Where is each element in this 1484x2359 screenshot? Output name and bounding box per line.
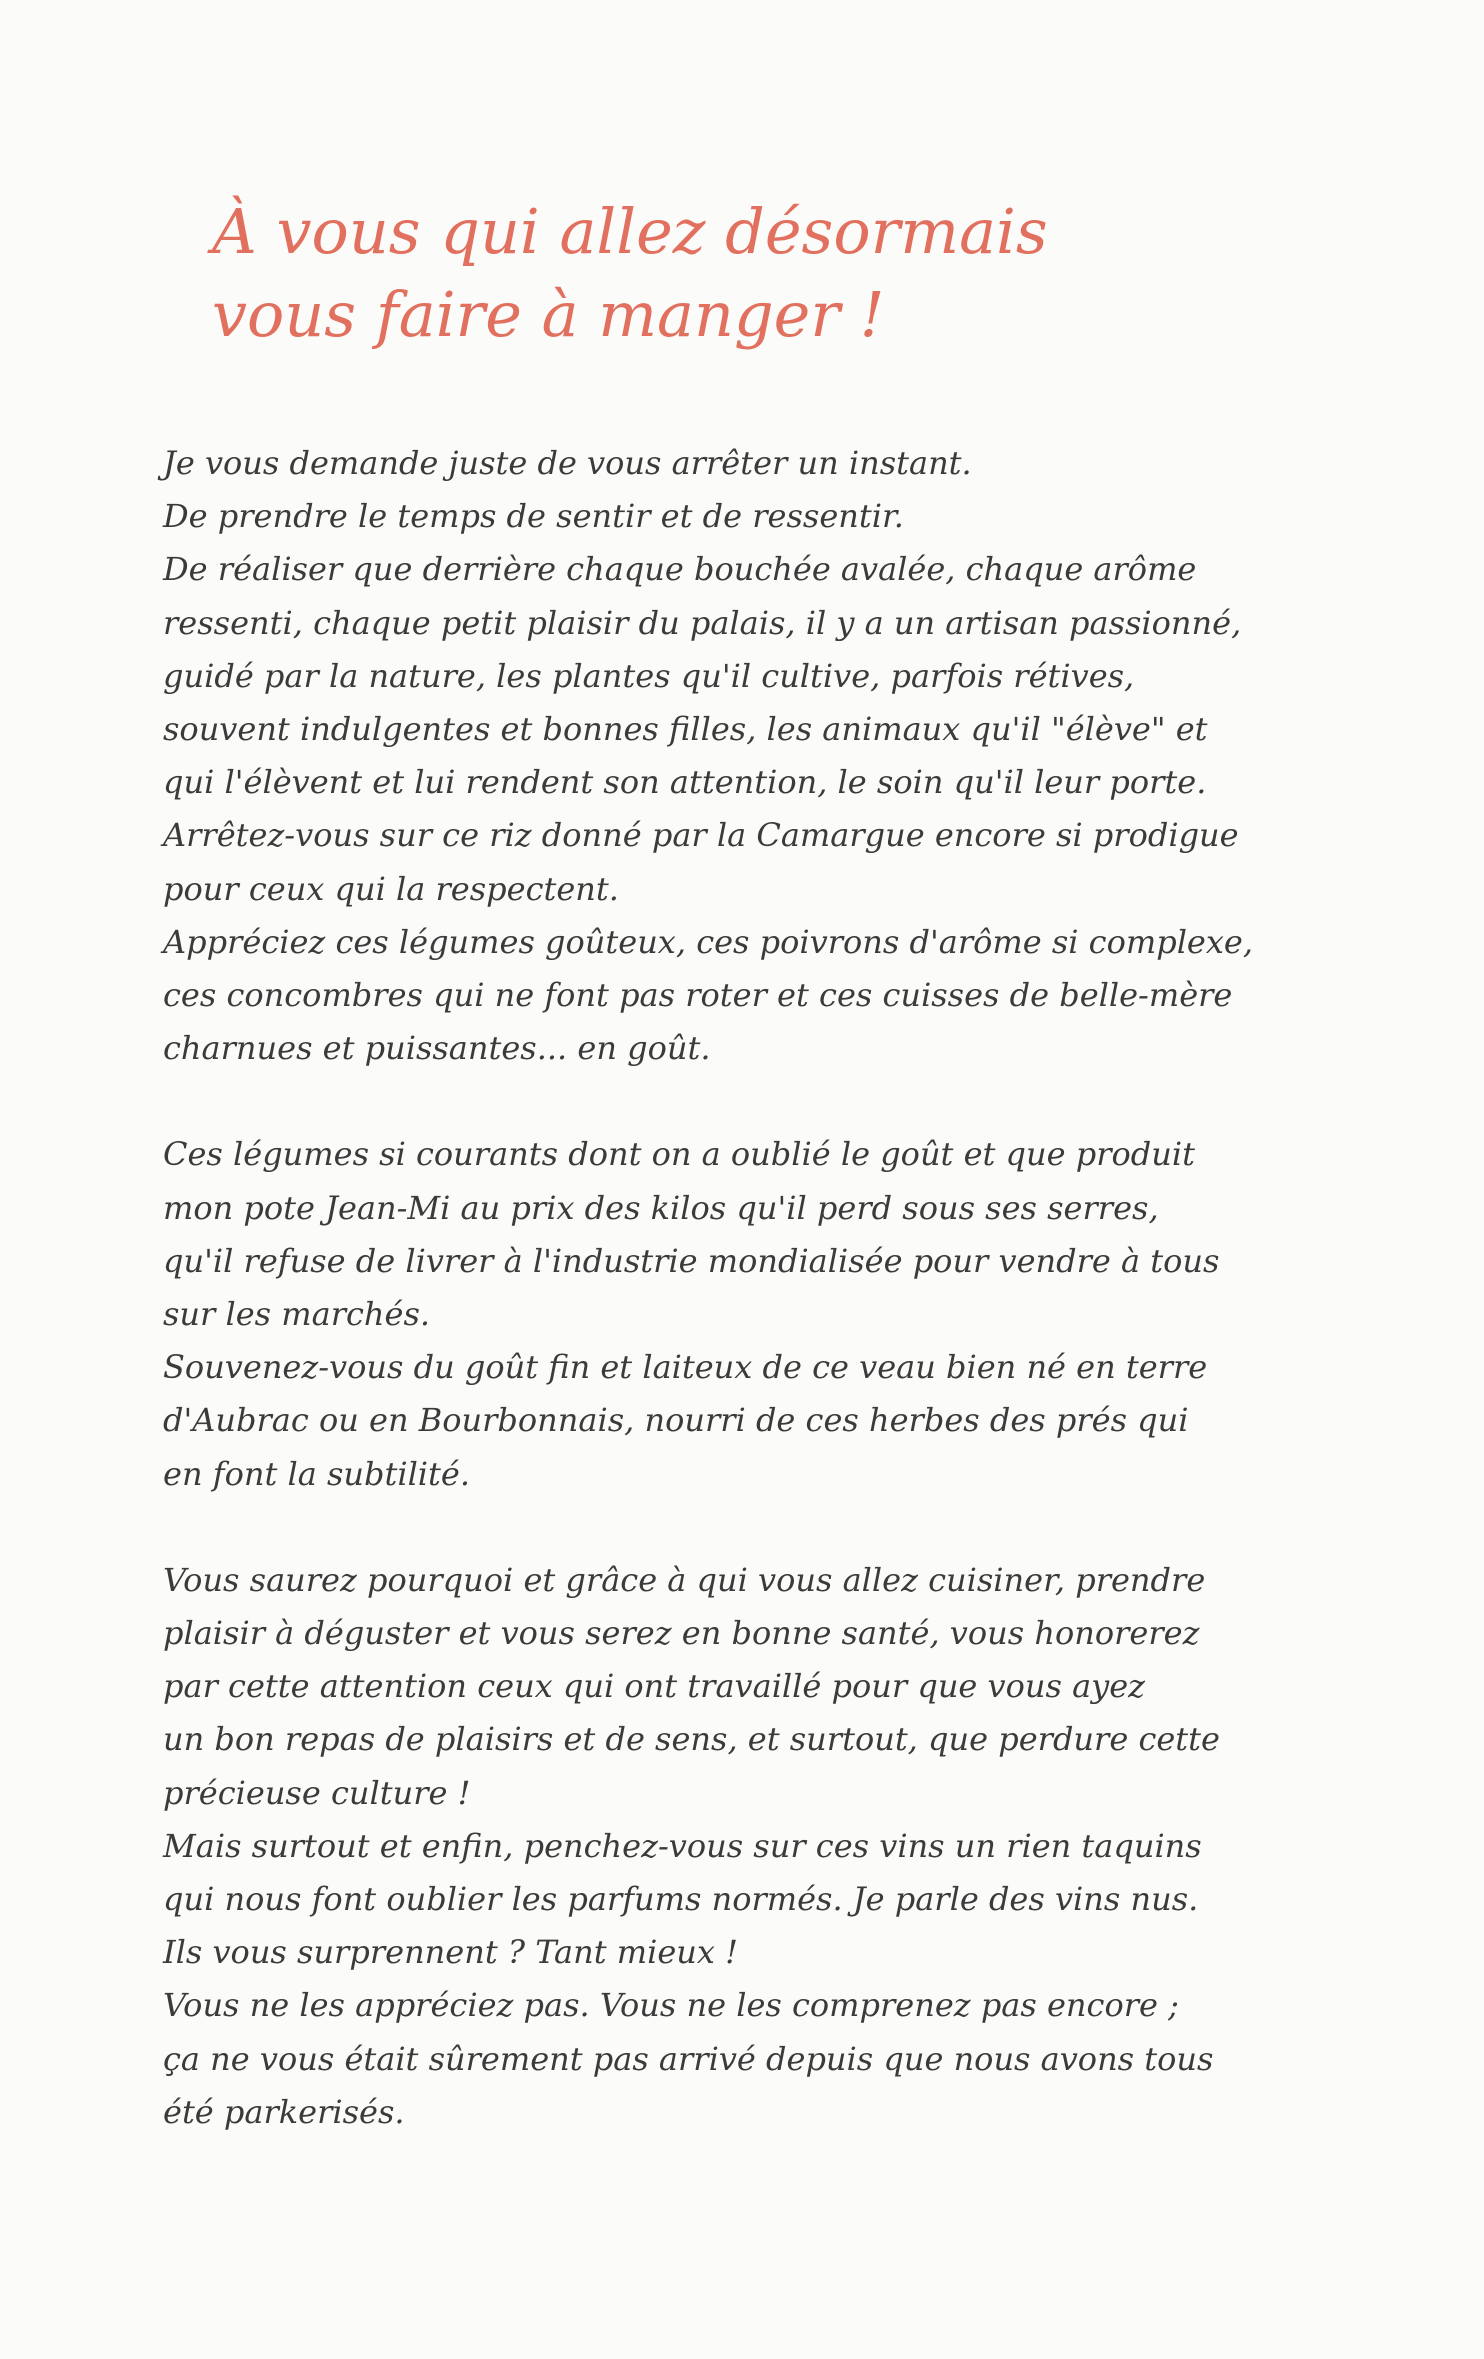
text-line: Appréciez ces légumes goûteux, ces poivrons d'arôme si complexe, (163, 922, 1254, 961)
text-line: Ces légumes si courants dont on a oublié le goût et que produit (163, 1135, 1195, 1174)
text-line: plaisir à déguster et vous serez en bonne santé, vous honorerez (163, 1614, 1200, 1653)
text-line: Mais surtout et enfin, penchez-vous sur ces vins un rien taquins (163, 1826, 1202, 1865)
text-line: charnues et puissantes... en goût. (163, 1029, 711, 1068)
text-line: qu'il refuse de livrer à l'industrie mondialisée pour vendre à tous (163, 1241, 1220, 1280)
title-line: À vous qui allez désormais (212, 195, 1048, 268)
text-line: ressenti, chaque petit plaisir du palais, il y a un artisan passionné, (163, 603, 1242, 642)
text-line: un bon repas de plaisirs et de sens, et surtout, que perdure cette (163, 1720, 1220, 1759)
text-line: ces concombres qui ne font pas roter et ces cuisses de belle-mère (163, 976, 1233, 1015)
text-line: De réaliser que derrière chaque bouchée avalée, chaque arôme (163, 550, 1197, 589)
text-line: De prendre le temps de sentir et de ressentir. (163, 497, 904, 536)
text-line: guidé par la nature, les plantes qu'il cultive, parfois rétives, (163, 656, 1135, 695)
text-line: par cette attention ceux qui ont travaillé pour que vous ayez (163, 1667, 1146, 1706)
text-line: qui l'élèvent et lui rendent son attention, le soin qu'il leur porte. (163, 763, 1207, 802)
paragraph (163, 1128, 1363, 1500)
text-line: qui nous font oublier les parfums normés. Je parle des vins nus. (163, 1880, 1199, 1919)
text-line: Ils vous surprennent ? Tant mieux ! (163, 1933, 738, 1972)
text-line: souvent indulgentes et bonnes filles, les animaux qu'il "élève" et (163, 710, 1208, 749)
body-text (163, 437, 1363, 2139)
text-line: d'Aubrac ou en Bourbonnais, nourri de ces herbes des prés qui (163, 1401, 1189, 1440)
page-title (212, 190, 1312, 356)
text-line: Je vous demande juste de vous arrêter un instant. (163, 444, 972, 482)
text-line: Souvenez-vous du goût fin et laiteux de ce veau bien né en terre (163, 1348, 1208, 1387)
text-line: en font la subtilité. (163, 1454, 470, 1493)
text-line: ça ne vous était sûrement pas arrivé depuis que nous avons tous (163, 2039, 1214, 2078)
text-line: été parkerisés. (163, 2092, 405, 2131)
text-line: Vous ne les appréciez pas. Vous ne les comprenez pas encore ; (163, 1986, 1179, 2025)
text-line: pour ceux qui la respectent. (163, 869, 619, 908)
text-line: précieuse culture ! (163, 1773, 471, 1812)
text-line: Arrêtez-vous sur ce riz donné par la Camargue encore si prodigue (163, 816, 1239, 855)
text-line: sur les marchés. (163, 1295, 431, 1334)
title-line: vous faire à manger ! (212, 278, 885, 351)
paragraph (163, 1554, 1363, 2139)
text-line: mon pote Jean-Mi au prix des kilos qu'il perd sous ses serres, (163, 1188, 1159, 1227)
text-line: Vous saurez pourquoi et grâce à qui vous allez cuisiner, prendre (163, 1560, 1206, 1599)
paragraph (163, 437, 1363, 1075)
